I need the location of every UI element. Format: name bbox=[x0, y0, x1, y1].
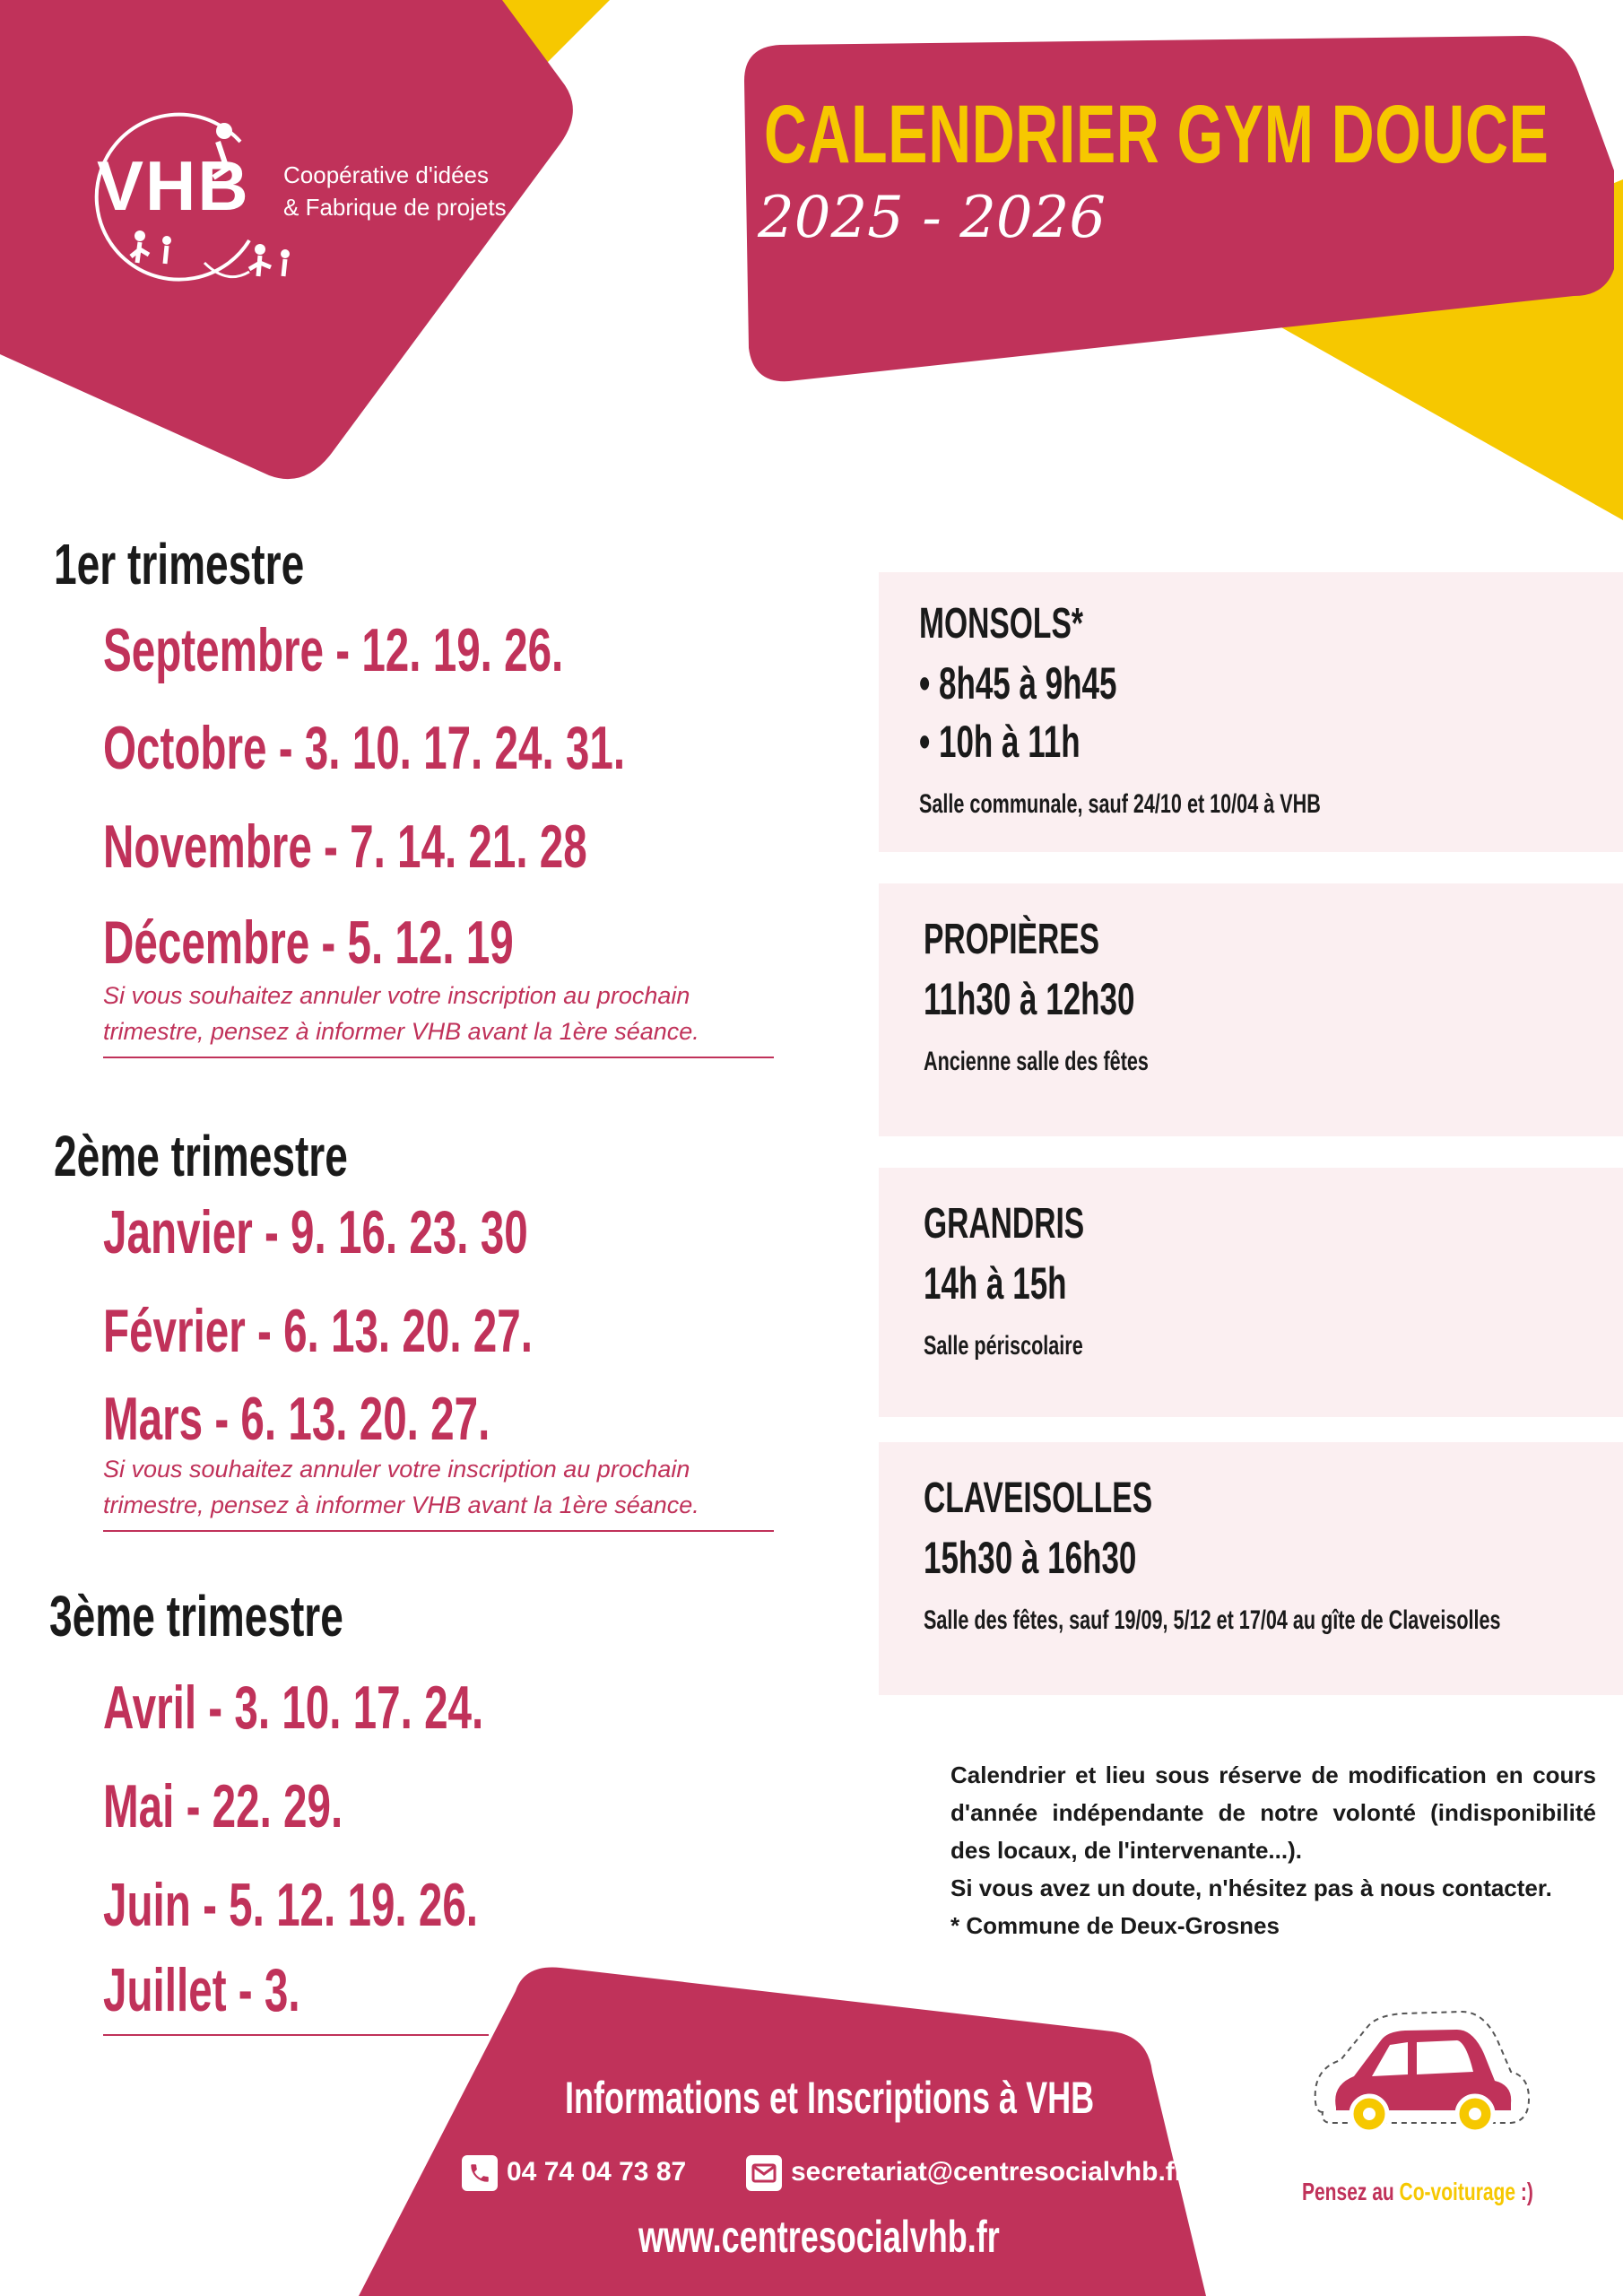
location-name: CLAVEISOLLES bbox=[924, 1474, 1153, 1522]
month-line: Octobre - 3. 10. 17. 24. 31. bbox=[103, 714, 626, 782]
month-line: Mai - 22. 29. bbox=[103, 1772, 343, 1840]
cancellation-note: trimestre, pensez à informer VHB avant la 1ère séance. bbox=[103, 1492, 699, 1518]
carpool-highlight: Co-voiturage bbox=[1399, 2178, 1516, 2205]
cancellation-note: Si vous souhaitez annuler votre inscription au prochain bbox=[103, 1456, 690, 1483]
location-time: 11h30 à 12h30 bbox=[924, 974, 1135, 1024]
location-card-grandris bbox=[879, 1168, 1623, 1417]
season-years: 2025 - 2026 bbox=[758, 185, 1107, 251]
location-card-monsols bbox=[879, 572, 1623, 852]
month-line: Avril - 3. 10. 17. 24. bbox=[103, 1674, 484, 1742]
divider bbox=[103, 1057, 774, 1058]
location-time: 14h à 15h bbox=[924, 1258, 1067, 1309]
location-name: PROPIÈRES bbox=[924, 916, 1100, 963]
carpool-prefix: Pensez au bbox=[1302, 2178, 1400, 2205]
location-place: Salle des fêtes, sauf 19/09, 5/12 et 17/04 au gîte de Claveisolles bbox=[924, 1605, 1501, 1635]
cancellation-note: Si vous souhaitez annuler votre inscription au prochain bbox=[103, 982, 690, 1009]
tagline-line-2: & Fabrique de projets bbox=[283, 194, 507, 221]
footer-title: Informations et Inscriptions à VHB bbox=[565, 2073, 1095, 2123]
month-line: Décembre - 5. 12. 19 bbox=[103, 909, 514, 977]
month-line: Juin - 5. 12. 19. 26. bbox=[103, 1871, 479, 1939]
page-title: CALENDRIER GYM DOUCE bbox=[764, 89, 1549, 180]
trimester-1-heading: 1er trimestre bbox=[54, 532, 305, 596]
location-time: 15h30 à 16h30 bbox=[924, 1533, 1137, 1583]
disclaimer-contact: Si vous avez un doute, n'hésitez pas à nous contacter. bbox=[950, 1874, 1552, 1901]
logo-wordmark: VHB bbox=[97, 146, 250, 225]
location-place: Ancienne salle des fêtes bbox=[924, 1047, 1149, 1076]
month-line: Juillet - 3. bbox=[103, 1956, 300, 2024]
location-name: GRANDRIS bbox=[924, 1200, 1085, 1248]
carpool-message bbox=[1302, 2178, 1533, 2206]
website-link[interactable]: www.centresocialvhb.fr bbox=[638, 2212, 1000, 2262]
phone-number[interactable]: 04 74 04 73 87 bbox=[507, 2157, 687, 2187]
location-time: • 8h45 à 9h45 bbox=[919, 658, 1117, 709]
location-place: Salle communale, sauf 24/10 et 10/04 à VHB bbox=[919, 789, 1321, 819]
month-line: Février - 6. 13. 20. 27. bbox=[103, 1297, 533, 1365]
month-line: Mars - 6. 13. 20. 27. bbox=[103, 1385, 490, 1453]
tagline-line-1: Coopérative d'idées bbox=[283, 161, 489, 188]
disclaimer bbox=[950, 1756, 1596, 1944]
cancellation-note: trimestre, pensez à informer VHB avant la 1ère séance. bbox=[103, 1018, 699, 1045]
disclaimer-footnote: * Commune de Deux-Grosnes bbox=[950, 1912, 1280, 1939]
month-line: Novembre - 7. 14. 21. 28 bbox=[103, 813, 587, 881]
disclaimer-text: Calendrier et lieu sous réserve de modification en cours d'année indépendante de notre volonté (indisponibilité des locaux, de l'intervenante...). bbox=[950, 1761, 1596, 1864]
trimester-2-heading: 2ème trimestre bbox=[54, 1124, 348, 1188]
location-card-propieres bbox=[879, 883, 1623, 1136]
location-name: MONSOLS* bbox=[919, 600, 1083, 648]
month-line: Janvier - 9. 16. 23. 30 bbox=[103, 1198, 528, 1266]
trimester-3-heading: 3ème trimestre bbox=[49, 1584, 343, 1648]
envelope-icon bbox=[746, 2155, 782, 2191]
email-address[interactable]: secretariat@centresocialvhb.fr bbox=[791, 2157, 1185, 2187]
divider bbox=[103, 1530, 774, 1532]
location-place: Salle périscolaire bbox=[924, 1331, 1083, 1361]
location-time: • 10h à 11h bbox=[919, 717, 1081, 767]
carpool-suffix: :) bbox=[1515, 2178, 1533, 2205]
month-line: Septembre - 12. 19. 26. bbox=[103, 616, 564, 684]
phone-icon bbox=[462, 2155, 498, 2191]
car-icon bbox=[1305, 2005, 1538, 2152]
location-card-claveisolles bbox=[879, 1442, 1623, 1695]
